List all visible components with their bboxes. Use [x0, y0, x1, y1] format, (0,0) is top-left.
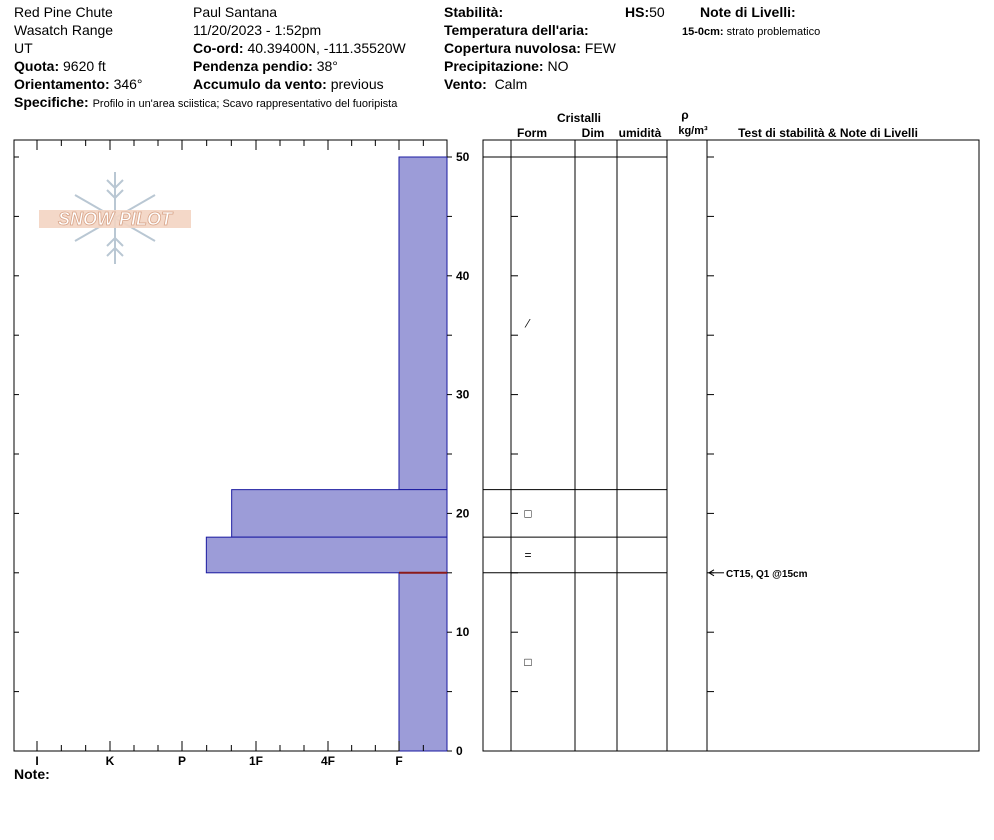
density-symbol: ρ — [681, 108, 689, 122]
aspect-label: Orientamento: — [14, 76, 110, 92]
table-depth-ticks — [511, 157, 714, 751]
precip-label: Precipitazione: — [444, 58, 544, 74]
test-result-label: CT15, Q1 @15cm — [726, 568, 808, 580]
layer-notes-label: Note di Livelli: — [700, 4, 796, 20]
moisture-header: umidità — [618, 126, 662, 140]
hardness-axis — [35, 140, 423, 768]
grain-form-symbol: = — [524, 547, 532, 562]
logo-text: SNOW PILOT — [58, 209, 172, 229]
location-name: Red Pine Chute — [14, 4, 113, 20]
depth-tick-label: 30 — [456, 387, 470, 402]
range-name: Wasatch Range — [14, 22, 114, 38]
grain-form-symbol: ⁄ — [526, 316, 530, 331]
layer-note-text: strato problematico — [726, 26, 821, 38]
depth-tick-label: 10 — [456, 625, 470, 640]
wind-load-value: previous — [330, 76, 384, 92]
notes-label: Note: — [14, 766, 50, 782]
elevation-value: 9620 ft — [63, 58, 106, 74]
slope-value: 38° — [316, 58, 338, 74]
snowpilot-logo — [39, 172, 191, 264]
specifics-label: Specifiche: — [14, 94, 89, 110]
wind-load-label: Accumulo da vento: — [193, 76, 327, 92]
form-header: Form — [517, 126, 547, 140]
hardness-tick-label: K — [105, 754, 115, 768]
density-unit: kg/m³ — [678, 125, 708, 137]
precip-value: NO — [547, 58, 569, 74]
hardness-bar — [399, 157, 447, 490]
hardness-plot-frame — [14, 140, 447, 751]
depth-tick-label: 0 — [456, 744, 463, 758]
grain-form-symbol: □ — [524, 654, 532, 669]
elevation-label: Quota: — [14, 58, 60, 74]
hardness-tick-label: 1F — [248, 754, 264, 768]
stability-test-marker — [709, 569, 808, 580]
datetime: 11/20/2023 - 1:52pm — [193, 22, 322, 38]
wind-value: Calm — [494, 76, 528, 92]
hardness-bar — [399, 573, 447, 751]
cloud-label: Copertura nuvolosa: — [444, 40, 581, 56]
coord-label: Co-ord: — [193, 40, 244, 56]
layer-note-depth: 15-0cm: — [682, 26, 724, 38]
grain-form-symbols — [524, 316, 532, 669]
air-temp-label: Temperatura dell'aria: — [444, 22, 589, 38]
hardness-tick-label: 4F — [320, 754, 336, 768]
size-header: Dim — [581, 126, 605, 140]
hardness-bar — [232, 490, 447, 538]
hardness-bars — [206, 157, 447, 751]
hs-value: 50 — [649, 4, 665, 20]
aspect-value: 346° — [113, 76, 143, 92]
tests-header: Test di stabilità & Note di Livelli — [738, 126, 918, 140]
wind-label: Vento: — [444, 76, 487, 92]
hardness-tick-label: P — [177, 754, 187, 768]
specifics-value: Profilo in un'area sciistica; Scavo rappresentativo del fuoripista — [92, 98, 398, 110]
cloud-value: FEW — [584, 40, 616, 56]
stability-label: Stabilità: — [444, 4, 504, 20]
state-name: UT — [14, 40, 33, 56]
hs-label: HS: — [625, 4, 650, 20]
observer-name: Paul Santana — [193, 4, 278, 20]
coord-value: 40.39400N, -111.35520W — [247, 40, 406, 56]
layer-table-frame — [483, 140, 979, 751]
crystals-header: Cristalli — [556, 111, 602, 125]
hardness-bar — [206, 537, 447, 573]
depth-tick-label: 40 — [456, 268, 470, 283]
slope-label: Pendenza pendio: — [193, 58, 313, 74]
hardness-tick-label: F — [395, 754, 403, 768]
depth-tick-label: 50 — [456, 150, 470, 164]
hardness-tick-label: I — [35, 754, 39, 768]
depth-tick-label: 20 — [456, 506, 470, 521]
grain-form-symbol: □ — [524, 506, 532, 521]
